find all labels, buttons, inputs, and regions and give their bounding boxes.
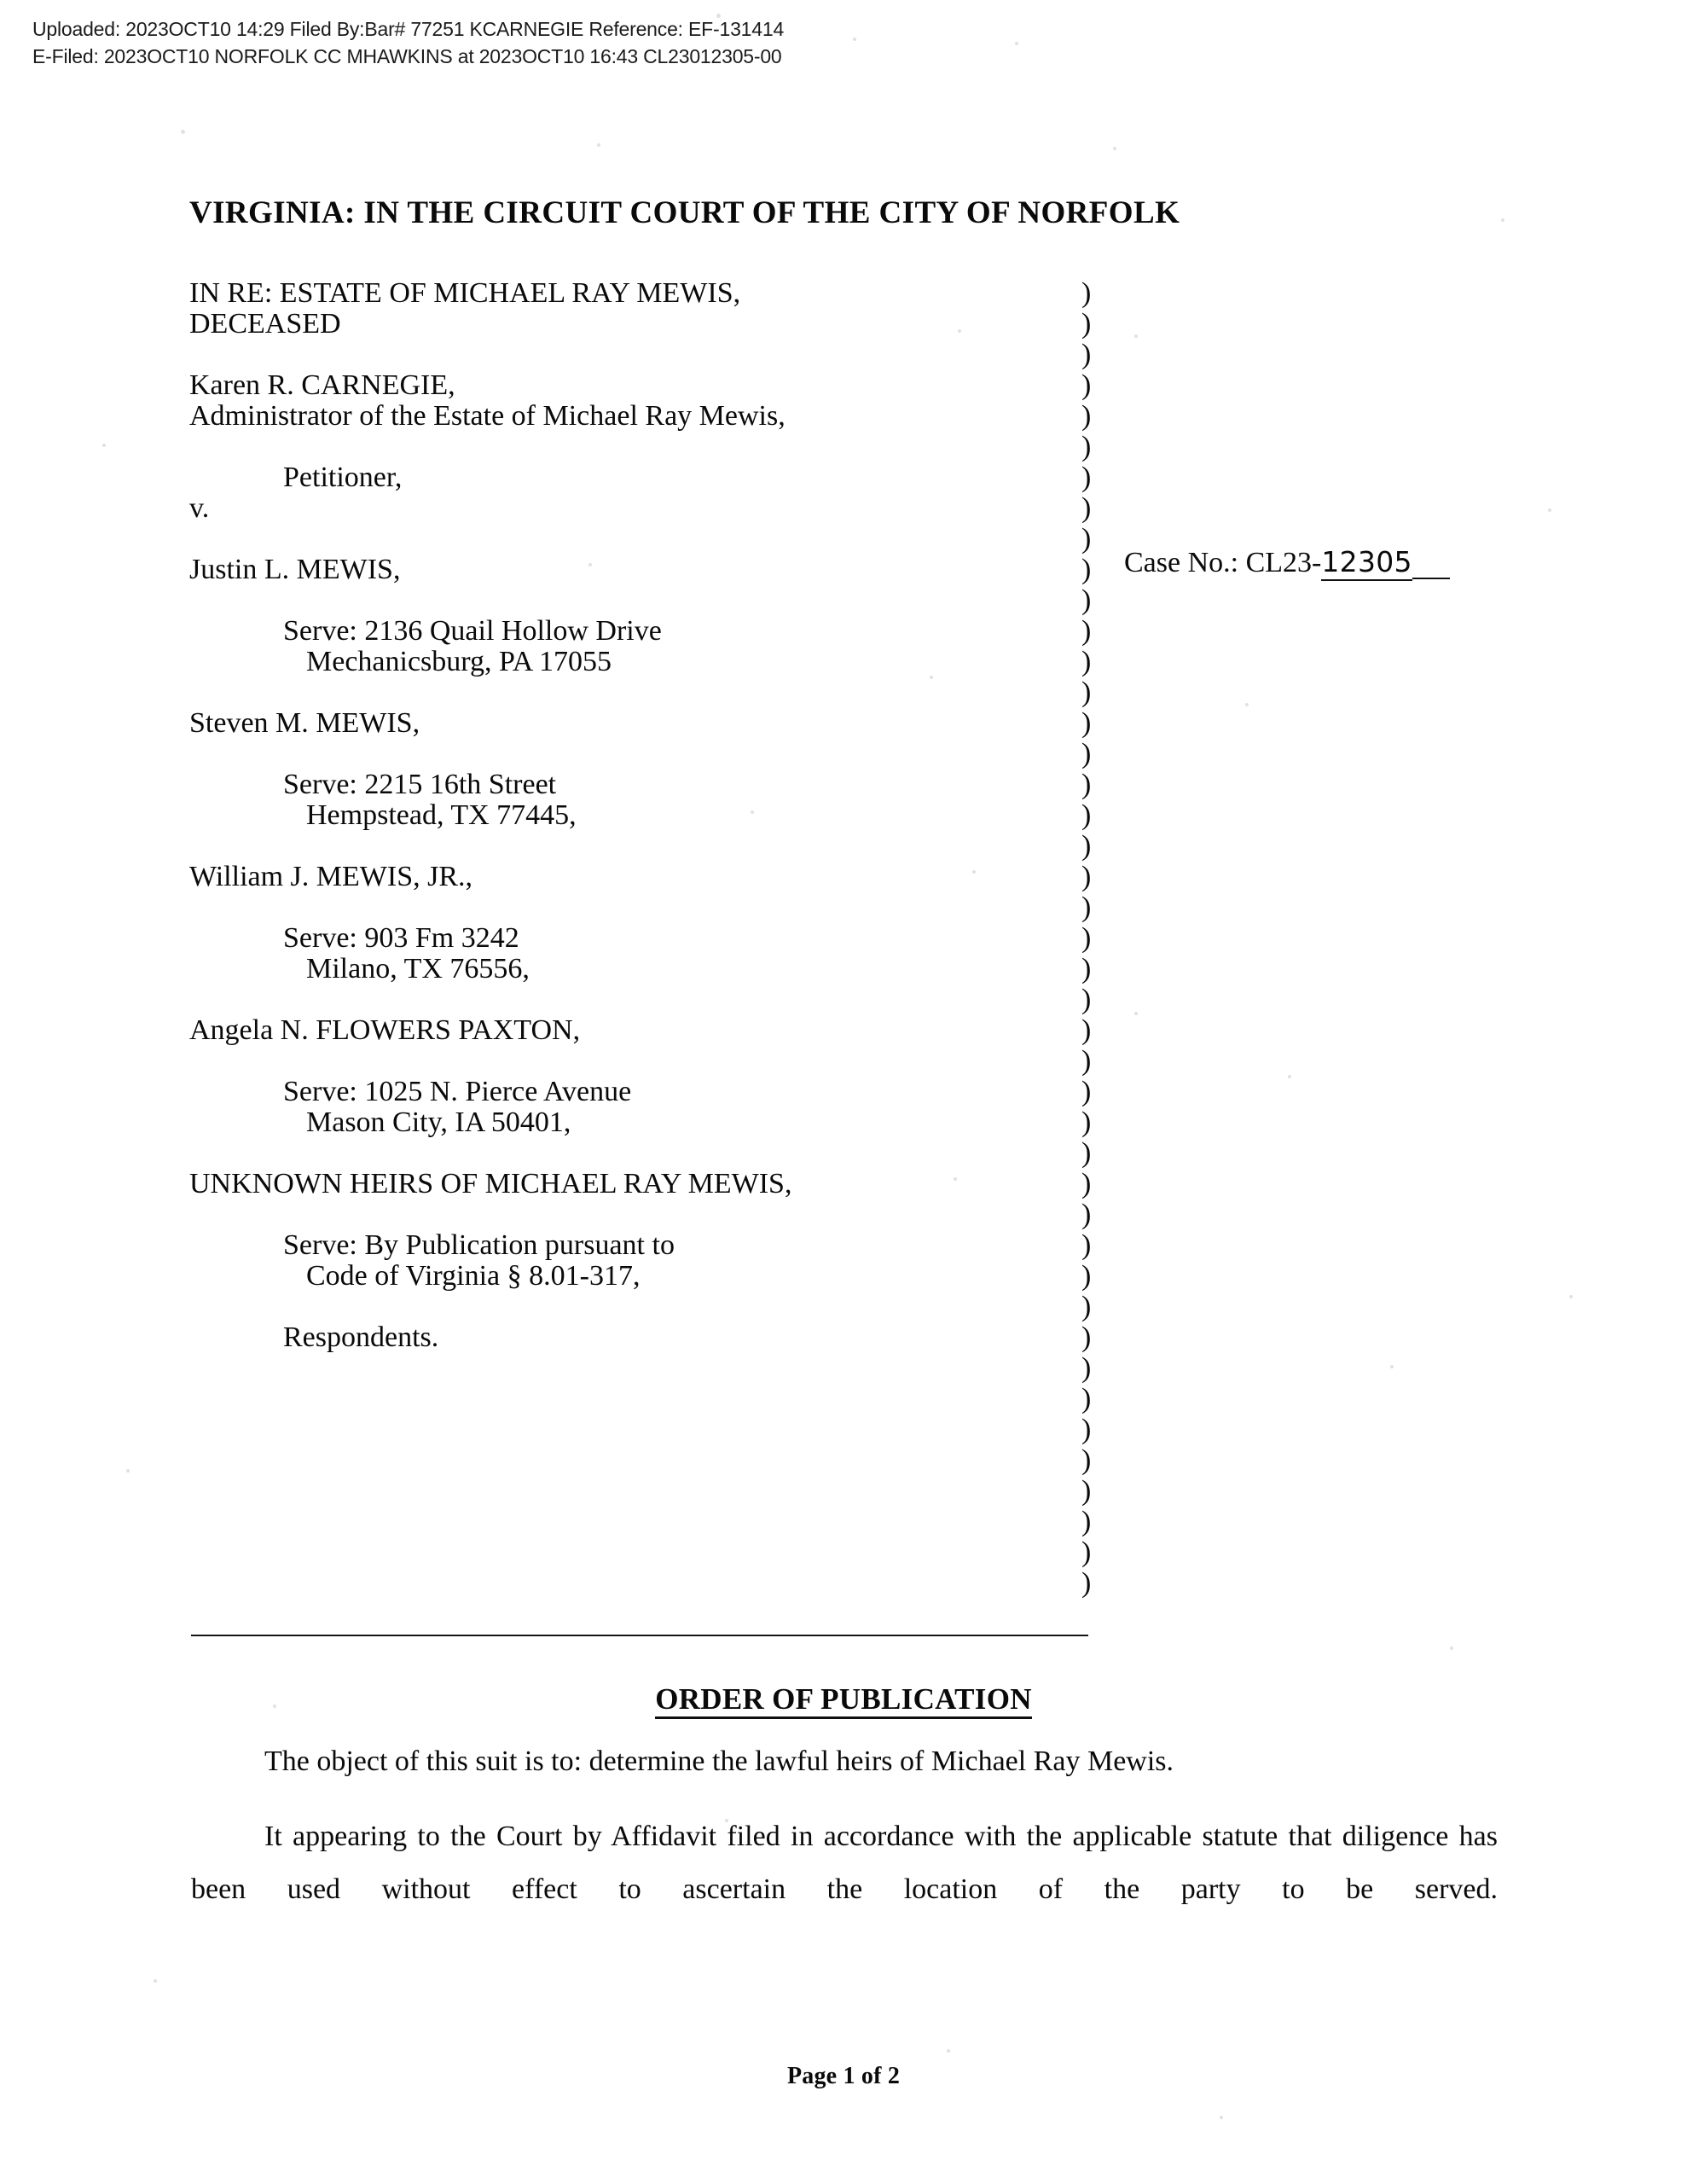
caption-line: Serve: 903 Fm 3242 (283, 922, 519, 954)
order-body (191, 1735, 1498, 1938)
caption-paren-glyph: ) (1081, 1414, 1092, 1445)
caption-paren-glyph: ) (1081, 1352, 1092, 1384)
caption-line: Petitioner, (283, 462, 403, 493)
case-number-label: Case No.: CL23- (1124, 547, 1322, 578)
caption-line: Respondents. (283, 1321, 439, 1353)
scan-speckle (1288, 1075, 1291, 1078)
caption-line: UNKNOWN HEIRS OF MICHAEL RAY MEWIS, (189, 1168, 792, 1199)
caption-paren-glyph: ) (1081, 646, 1092, 677)
caption-paren-glyph: ) (1081, 339, 1092, 370)
scan-speckle (102, 444, 106, 447)
caption-paren-glyph: ) (1081, 431, 1092, 462)
caption-line: IN RE: ESTATE OF MICHAEL RAY MEWIS, (189, 277, 741, 309)
caption-paren-glyph: ) (1081, 1536, 1092, 1568)
caption-paren-glyph: ) (1081, 1076, 1092, 1107)
caption-spacer-line (189, 985, 1093, 1015)
scan-speckle (181, 130, 185, 134)
caption-paren-glyph: ) (1081, 1137, 1092, 1169)
caption-line: Milano, TX 76556, (306, 953, 530, 985)
scan-speckle (1450, 1647, 1453, 1650)
caption-paren-glyph: ) (1081, 1168, 1092, 1199)
caption-paren-glyph: ) (1081, 861, 1092, 892)
caption-paren-glyph: ) (1081, 554, 1092, 585)
caption-spacer-line (189, 677, 1093, 708)
caption-paren-glyph: ) (1081, 1475, 1092, 1507)
caption-line: v. (189, 492, 210, 524)
scan-speckle (947, 2049, 950, 2053)
scan-speckle (853, 38, 856, 41)
caption-spacer-line (189, 524, 1093, 555)
caption-paren-glyph: ) (1081, 1107, 1092, 1138)
caption-paren-glyph: ) (1081, 1045, 1092, 1077)
caption-spacer-line (189, 340, 1093, 370)
caption-line: William J. MEWIS, JR., (189, 861, 473, 892)
caption-spacer-line (189, 1199, 1093, 1230)
caption-paren-glyph: ) (1081, 584, 1092, 616)
caption-paren-glyph: ) (1081, 523, 1092, 555)
caption-line: Steven M. MEWIS, (189, 707, 420, 739)
caption-paren-glyph: ) (1081, 1321, 1092, 1353)
scan-speckle (1113, 147, 1116, 150)
order-paragraph-affidavit: It appearing to the Court by Affidavit filed in accordance with the applicable statute that diligence has been used without effect to ascertain the location of the party to be served. (191, 1821, 1498, 1905)
scan-speckle (154, 1979, 157, 1983)
order-paragraph-object: The object of this suit is to: determine the lawful heirs of Michael Ray Mewis. (264, 1745, 1174, 1777)
caption-paren-glyph: ) (1081, 1229, 1092, 1261)
caption-paren-glyph: ) (1081, 892, 1092, 923)
scan-speckle (1220, 2116, 1223, 2119)
caption-paren-glyph: ) (1081, 769, 1092, 800)
scan-speckle (1134, 334, 1138, 338)
caption-spacer-line (189, 1138, 1093, 1169)
caption-paren-glyph: ) (1081, 707, 1092, 739)
case-number-blank-rule (1412, 578, 1450, 579)
caption-paren-glyph: ) (1081, 1567, 1092, 1599)
caption-paren-glyph: ) (1081, 953, 1092, 985)
case-number-value: 12305 (1321, 547, 1412, 581)
caption-paren-glyph: ) (1081, 308, 1092, 340)
caption-paren-glyph: ) (1081, 615, 1092, 647)
caption-paren-glyph: ) (1081, 1506, 1092, 1537)
caption-paren-glyph: ) (1081, 922, 1092, 954)
caption-spacer-line (189, 1292, 1093, 1322)
scan-speckle (1548, 508, 1551, 512)
caption-paren-glyph: ) (1081, 738, 1092, 770)
case-caption-parties (189, 278, 1093, 1353)
caption-spacer-line (189, 739, 1093, 770)
scan-speckle (1390, 1365, 1394, 1368)
order-of-publication-heading (0, 1682, 1687, 1716)
caption-line: Code of Virginia § 8.01-317, (306, 1260, 641, 1292)
caption-paren-glyph: ) (1081, 1444, 1092, 1476)
caption-paren-glyph: ) (1081, 277, 1092, 309)
efiling-stamp (32, 15, 784, 70)
page-footer: Page 1 of 2 (786, 2063, 901, 2089)
caption-spacer-line (189, 831, 1093, 862)
caption-paren-glyph: ) (1081, 984, 1092, 1015)
caption-paren-glyph: ) (1081, 462, 1092, 493)
caption-line: Justin L. MEWIS, (189, 554, 401, 585)
efiling-stamp-uploaded-line: Uploaded: 2023OCT10 14:29 Filed By:Bar# 77251 KCARNEGIE Reference: EF-131414 (32, 18, 785, 40)
caption-paren-glyph: ) (1081, 677, 1092, 708)
caption-paren-column (1081, 278, 1116, 1599)
caption-line: Mason City, IA 50401, (306, 1107, 571, 1138)
caption-paren-glyph: ) (1081, 1199, 1092, 1230)
scan-speckle (1134, 1012, 1138, 1015)
caption-paren-glyph: ) (1081, 492, 1092, 524)
caption-paren-glyph: ) (1081, 1260, 1092, 1292)
case-number-field (1124, 547, 1450, 581)
order-heading-text: ORDER OF PUBLICATION (655, 1682, 1032, 1719)
caption-spacer-line (189, 432, 1093, 462)
caption-paren-glyph: ) (1081, 830, 1092, 862)
caption-spacer-line (189, 1046, 1093, 1077)
court-title: VIRGINIA: IN THE CIRCUIT COURT OF THE CITY OF NORFOLK (189, 195, 1180, 230)
caption-paren-glyph: ) (1081, 1383, 1092, 1414)
caption-line: Serve: By Publication pursuant to (283, 1229, 675, 1261)
caption-paren-glyph: ) (1081, 400, 1092, 432)
caption-paren-glyph: ) (1081, 799, 1092, 831)
caption-line: Karen R. CARNEGIE, (189, 369, 455, 401)
caption-line: Serve: 1025 N. Pierce Avenue (283, 1076, 632, 1107)
scan-speckle (126, 1469, 130, 1472)
caption-line: Angela N. FLOWERS PAXTON, (189, 1014, 581, 1046)
caption-line: DECEASED (189, 308, 341, 340)
caption-paren-glyph: ) (1081, 369, 1092, 401)
caption-line: Serve: 2215 16th Street (283, 769, 557, 800)
caption-line: Mechanicsburg, PA 17055 (306, 646, 612, 677)
caption-line: Administrator of the Estate of Michael Ray Mewis, (189, 400, 786, 432)
scan-speckle (1501, 218, 1504, 222)
caption-divider-rule (191, 1635, 1088, 1636)
caption-line: Hempstead, TX 77445, (306, 799, 577, 831)
scan-speckle (1245, 703, 1249, 706)
scan-speckle (1569, 1295, 1573, 1298)
efiling-stamp-efiled-line: E-Filed: 2023OCT10 NORFOLK CC MHAWKINS at 2023OCT10 16:43 CL23012305-00 (32, 45, 782, 67)
caption-paren-glyph: ) (1081, 1291, 1092, 1322)
caption-spacer-line (189, 892, 1093, 923)
caption-line: Serve: 2136 Quail Hollow Drive (283, 615, 662, 647)
caption-paren-glyph: ) (1081, 1014, 1092, 1046)
caption-spacer-line (189, 585, 1093, 616)
scan-speckle (597, 143, 600, 147)
scan-speckle (1015, 42, 1018, 45)
